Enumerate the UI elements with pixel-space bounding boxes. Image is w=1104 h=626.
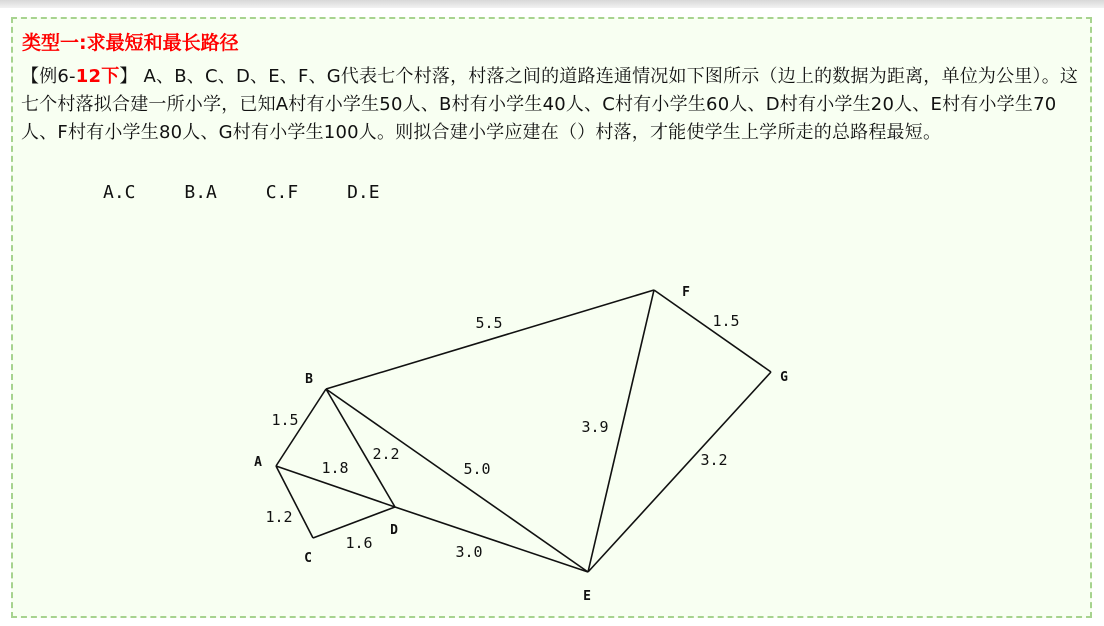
option-b: B.A — [184, 182, 217, 203]
edge-G-E — [588, 372, 771, 572]
edge-B-F — [326, 290, 654, 389]
edge-weight-G-E: 3.2 — [700, 451, 728, 469]
example-highlight: 12下 — [75, 66, 120, 87]
edge-D-E — [395, 507, 588, 572]
option-c: C.F — [265, 182, 299, 203]
edge-weight-A-C: 1.2 — [265, 508, 293, 526]
edge-weight-C-D: 1.6 — [345, 534, 373, 552]
edge-weight-B-D: 2.2 — [372, 445, 400, 463]
node-label-D: D — [390, 523, 398, 538]
bracket-open: 【 — [21, 66, 40, 87]
edge-weight-B-F: 5.5 — [475, 314, 503, 332]
edge-weight-A-D: 1.8 — [321, 459, 349, 477]
node-label-B: B — [305, 372, 313, 387]
edge-weight-D-E: 3.0 — [455, 543, 483, 561]
edge-weight-A-B: 1.5 — [271, 411, 299, 429]
node-label-F: F — [682, 285, 690, 300]
edge-weight-F-E: 3.9 — [581, 418, 609, 436]
option-a: A.C — [103, 182, 136, 203]
node-label-G: G — [780, 370, 788, 385]
question-body: A、B、C、D、E、F、G代表七个村落，村落之间的道路连通情况如下图所示（边上的数据为距离，单位为公里）。这七个村落拟合建一所小学，已知A村有小学生50人、B村有小学生40人、C村有小学生60人、D村有小学生20人、E村有小学生70人、F村有小学生80人、G村有小学生100人。则拟合建小学应建在（）村落，才能使学生上学所走的总路程最短。 — [21, 66, 1079, 143]
bracket-close: 】 — [119, 66, 138, 87]
edge-weight-B-E: 5.0 — [463, 460, 491, 478]
section-heading: 类型一:求最短和最长路径 — [22, 32, 239, 54]
edge-F-G — [654, 290, 771, 372]
example-prefix: 例6- — [39, 66, 76, 87]
node-label-C: C — [304, 551, 312, 566]
node-label-A: A — [254, 455, 262, 470]
option-d: D.E — [347, 182, 380, 203]
node-label-E: E — [583, 589, 591, 604]
edge-weight-F-G: 1.5 — [712, 312, 740, 330]
